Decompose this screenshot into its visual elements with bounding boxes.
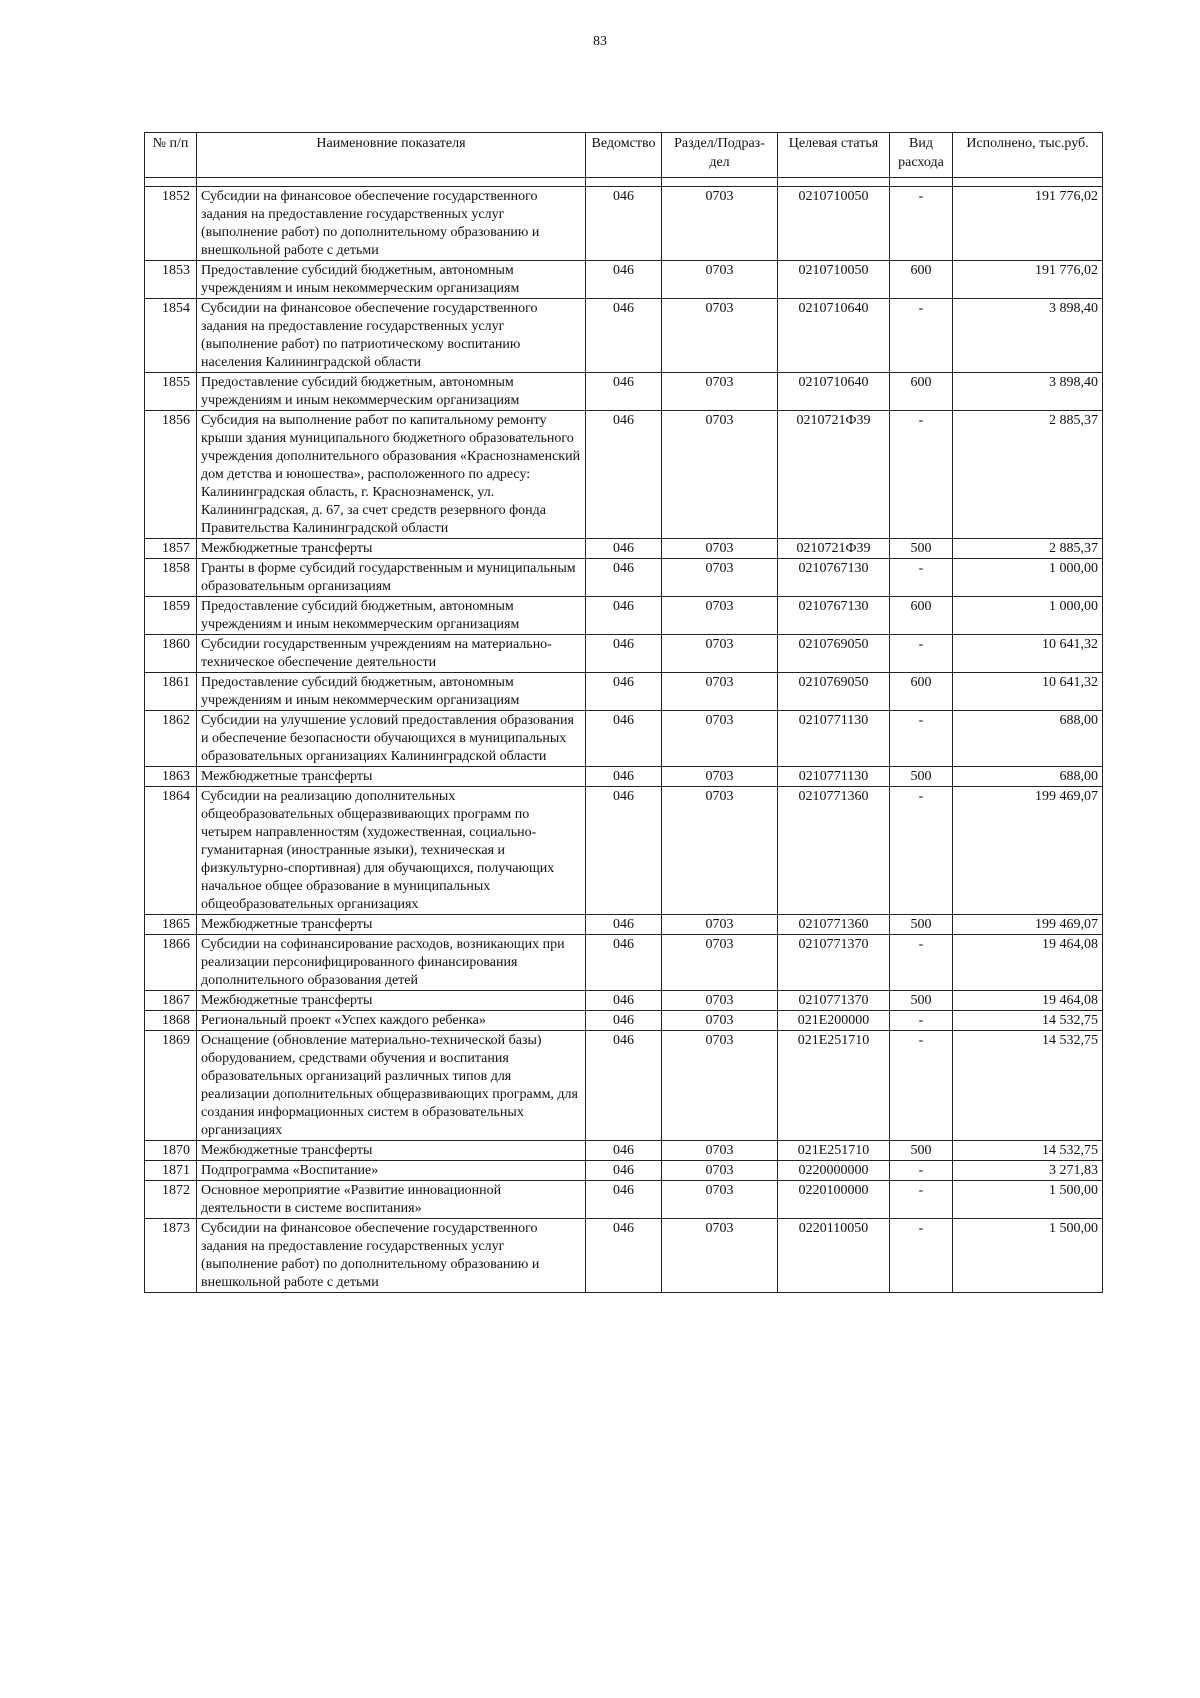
row-section: 0703 [662, 1219, 778, 1293]
row-number: 1855 [145, 373, 197, 411]
row-executed: 2 885,37 [953, 539, 1103, 559]
table-row [145, 787, 1103, 915]
row-section: 0703 [662, 1011, 778, 1031]
row-name: Предоставление субсидий бюджетным, автономным учреждениям и иным некоммерческим организациям [197, 597, 586, 635]
row-number: 1873 [145, 1219, 197, 1293]
row-executed: 191 776,02 [953, 187, 1103, 261]
row-target: 021Е200000 [778, 1011, 890, 1031]
row-expense-type: - [890, 559, 953, 597]
table-body [145, 187, 1103, 1293]
row-expense-type: - [890, 411, 953, 539]
table-row [145, 711, 1103, 767]
row-section: 0703 [662, 991, 778, 1011]
row-number: 1869 [145, 1031, 197, 1141]
row-target: 0210771360 [778, 787, 890, 915]
row-name: Межбюджетные трансферты [197, 1141, 586, 1161]
row-name: Субсидии на финансовое обеспечение государственного задания на предоставление государственных услуг (выполнение работ) по дополнительному образованию и внешкольной работе с детьми [197, 1219, 586, 1293]
row-executed: 688,00 [953, 767, 1103, 787]
row-target: 0210769050 [778, 673, 890, 711]
row-executed: 3 898,40 [953, 299, 1103, 373]
row-name: Межбюджетные трансферты [197, 539, 586, 559]
row-name: Субсидии на финансовое обеспечение государственного задания на предоставление государственных услуг (выполнение работ) по дополнительному образованию и внешкольной работе с детьми [197, 187, 586, 261]
table-header-row [145, 133, 1103, 178]
row-section: 0703 [662, 411, 778, 539]
table-row [145, 991, 1103, 1011]
row-executed: 14 532,75 [953, 1031, 1103, 1141]
row-name: Межбюджетные трансферты [197, 915, 586, 935]
row-number: 1857 [145, 539, 197, 559]
row-number: 1872 [145, 1181, 197, 1219]
table-row [145, 767, 1103, 787]
row-name: Субсидии на реализацию дополнительных общеобразовательных общеразвивающих программ по четырем направленностям (художественная, социально-гуманитарная (иностранные языки), техническая и физкультурно-спортивная) для обучающихся, получающих начальное общее образование в муниципальных общеобразовательных организациях [197, 787, 586, 915]
header-target: Целевая статья [778, 133, 890, 178]
table-row [145, 411, 1103, 539]
row-target: 021Е251710 [778, 1031, 890, 1141]
row-target: 0220110050 [778, 1219, 890, 1293]
row-expense-type: - [890, 787, 953, 915]
row-number: 1858 [145, 559, 197, 597]
row-expense-type: 600 [890, 597, 953, 635]
row-dept: 046 [586, 261, 662, 299]
row-dept: 046 [586, 187, 662, 261]
row-expense-type: - [890, 1031, 953, 1141]
row-target: 0210721Ф39 [778, 411, 890, 539]
row-section: 0703 [662, 787, 778, 915]
header-num: № п/п [145, 133, 197, 178]
row-section: 0703 [662, 373, 778, 411]
row-number: 1861 [145, 673, 197, 711]
row-number: 1856 [145, 411, 197, 539]
row-target: 0210767130 [778, 597, 890, 635]
table-row [145, 1031, 1103, 1141]
row-executed: 199 469,07 [953, 915, 1103, 935]
row-target: 0210767130 [778, 559, 890, 597]
row-executed: 1 000,00 [953, 559, 1103, 597]
row-expense-type: - [890, 711, 953, 767]
row-dept: 046 [586, 991, 662, 1011]
row-target: 0210771370 [778, 935, 890, 991]
row-name: Межбюджетные трансферты [197, 991, 586, 1011]
row-target: 0210771360 [778, 915, 890, 935]
row-section: 0703 [662, 767, 778, 787]
row-target: 0210710640 [778, 373, 890, 411]
row-dept: 046 [586, 373, 662, 411]
row-expense-type: 600 [890, 261, 953, 299]
row-section: 0703 [662, 935, 778, 991]
row-executed: 1 500,00 [953, 1181, 1103, 1219]
table-row [145, 1181, 1103, 1219]
row-number: 1853 [145, 261, 197, 299]
row-number: 1867 [145, 991, 197, 1011]
row-dept: 046 [586, 1031, 662, 1141]
row-executed: 199 469,07 [953, 787, 1103, 915]
row-section: 0703 [662, 597, 778, 635]
row-executed: 19 464,08 [953, 935, 1103, 991]
row-dept: 046 [586, 711, 662, 767]
row-dept: 046 [586, 411, 662, 539]
row-number: 1864 [145, 787, 197, 915]
row-name: Субсидия на выполнение работ по капитальному ремонту крыши здания муниципального бюджетного образовательного учреждения дополнительного образования «Краснознаменский дом детства и юношества», расположенного по адресу: Калининградская область, г. Краснознаменск, ул. Калининградская, д. 67, за счет средств резервного фонда Правительства Калининградской области [197, 411, 586, 539]
row-section: 0703 [662, 635, 778, 673]
row-section: 0703 [662, 915, 778, 935]
row-section: 0703 [662, 673, 778, 711]
row-number: 1862 [145, 711, 197, 767]
row-section: 0703 [662, 1161, 778, 1181]
row-name: Региональный проект «Успех каждого ребенка» [197, 1011, 586, 1031]
row-section: 0703 [662, 559, 778, 597]
row-dept: 046 [586, 1181, 662, 1219]
row-name: Субсидии на финансовое обеспечение государственного задания на предоставление государственных услуг (выполнение работ) по патриотическому воспитанию населения Калининградской области [197, 299, 586, 373]
header-section: Раздел/Подраз-дел [662, 133, 778, 178]
header-spacer-row [145, 178, 1103, 187]
row-section: 0703 [662, 1141, 778, 1161]
row-target: 0210771130 [778, 711, 890, 767]
row-number: 1865 [145, 915, 197, 935]
row-name: Гранты в форме субсидий государственным и муниципальным образовательным организациям [197, 559, 586, 597]
row-number: 1863 [145, 767, 197, 787]
row-target: 0210710640 [778, 299, 890, 373]
row-name: Предоставление субсидий бюджетным, автономным учреждениям и иным некоммерческим организациям [197, 373, 586, 411]
row-expense-type: 500 [890, 539, 953, 559]
row-dept: 046 [586, 1161, 662, 1181]
row-executed: 3 271,83 [953, 1161, 1103, 1181]
row-name: Подпрограмма «Воспитание» [197, 1161, 586, 1181]
row-executed: 2 885,37 [953, 411, 1103, 539]
row-number: 1871 [145, 1161, 197, 1181]
row-expense-type: 600 [890, 373, 953, 411]
row-dept: 046 [586, 299, 662, 373]
row-name: Предоставление субсидий бюджетным, автономным учреждениям и иным некоммерческим организациям [197, 673, 586, 711]
row-executed: 14 532,75 [953, 1011, 1103, 1031]
row-executed: 19 464,08 [953, 991, 1103, 1011]
page-number: 83 [593, 34, 607, 49]
row-target: 0210721Ф39 [778, 539, 890, 559]
row-name: Основное мероприятие «Развитие инновационной деятельности в системе воспитания» [197, 1181, 586, 1219]
row-number: 1859 [145, 597, 197, 635]
row-dept: 046 [586, 1141, 662, 1161]
row-expense-type: - [890, 635, 953, 673]
row-target: 0210771130 [778, 767, 890, 787]
row-section: 0703 [662, 1181, 778, 1219]
row-dept: 046 [586, 635, 662, 673]
header-name: Наименовние показателя [197, 133, 586, 178]
row-executed: 1 500,00 [953, 1219, 1103, 1293]
table-row [145, 1219, 1103, 1293]
row-executed: 1 000,00 [953, 597, 1103, 635]
row-expense-type: 600 [890, 673, 953, 711]
row-executed: 10 641,32 [953, 673, 1103, 711]
row-expense-type: - [890, 935, 953, 991]
row-name: Оснащение (обновление материально-технической базы) оборудованием, средствами обучения и воспитания образовательных организаций различных типов для реализации дополнительных общеразвивающих программ, для создания информационных систем в образовательных организациях [197, 1031, 586, 1141]
table-row [145, 1161, 1103, 1181]
row-dept: 046 [586, 1011, 662, 1031]
row-name: Предоставление субсидий бюджетным, автономным учреждениям и иным некоммерческим организациям [197, 261, 586, 299]
header-dept: Ведомство [586, 133, 662, 178]
row-expense-type: - [890, 1181, 953, 1219]
row-dept: 046 [586, 1219, 662, 1293]
row-dept: 046 [586, 787, 662, 915]
row-dept: 046 [586, 935, 662, 991]
row-name: Субсидии государственным учреждениям на материально-техническое обеспечение деятельности [197, 635, 586, 673]
row-target: 0210710050 [778, 187, 890, 261]
row-dept: 046 [586, 559, 662, 597]
table-row [145, 299, 1103, 373]
row-executed: 3 898,40 [953, 373, 1103, 411]
row-executed: 191 776,02 [953, 261, 1103, 299]
table-row [145, 915, 1103, 935]
header-expense-type: Вид расхода [890, 133, 953, 178]
row-expense-type: - [890, 1161, 953, 1181]
row-name: Субсидии на софинансирование расходов, возникающих при реализации персонифицированного финансирования дополнительного образования детей [197, 935, 586, 991]
header-executed: Исполнено, тыс.руб. [953, 133, 1103, 178]
row-section: 0703 [662, 187, 778, 261]
row-target: 0220000000 [778, 1161, 890, 1181]
row-number: 1868 [145, 1011, 197, 1031]
table-row [145, 373, 1103, 411]
row-number: 1852 [145, 187, 197, 261]
row-dept: 046 [586, 767, 662, 787]
row-section: 0703 [662, 711, 778, 767]
table-row [145, 1141, 1103, 1161]
table-row [145, 935, 1103, 991]
row-target: 0210769050 [778, 635, 890, 673]
row-target: 0210710050 [778, 261, 890, 299]
table-row [145, 673, 1103, 711]
row-expense-type: - [890, 299, 953, 373]
budget-execution-table [144, 132, 1103, 1293]
row-target: 0210771370 [778, 991, 890, 1011]
row-expense-type: - [890, 187, 953, 261]
row-expense-type: - [890, 1011, 953, 1031]
row-name: Субсидии на улучшение условий предоставления образования и обеспечение безопасности обучающихся в муниципальных образовательных организациях Калининградской области [197, 711, 586, 767]
row-number: 1866 [145, 935, 197, 991]
table-row [145, 539, 1103, 559]
row-dept: 046 [586, 539, 662, 559]
row-expense-type: 500 [890, 767, 953, 787]
row-section: 0703 [662, 261, 778, 299]
row-executed: 688,00 [953, 711, 1103, 767]
table-row [145, 597, 1103, 635]
table-row [145, 261, 1103, 299]
row-section: 0703 [662, 299, 778, 373]
row-dept: 046 [586, 597, 662, 635]
row-number: 1870 [145, 1141, 197, 1161]
row-target: 021Е251710 [778, 1141, 890, 1161]
row-name: Межбюджетные трансферты [197, 767, 586, 787]
row-executed: 10 641,32 [953, 635, 1103, 673]
row-expense-type: 500 [890, 991, 953, 1011]
row-executed: 14 532,75 [953, 1141, 1103, 1161]
row-expense-type: - [890, 1219, 953, 1293]
table-row [145, 635, 1103, 673]
row-expense-type: 500 [890, 915, 953, 935]
row-section: 0703 [662, 1031, 778, 1141]
row-expense-type: 500 [890, 1141, 953, 1161]
row-target: 0220100000 [778, 1181, 890, 1219]
row-number: 1860 [145, 635, 197, 673]
row-section: 0703 [662, 539, 778, 559]
table-row [145, 1011, 1103, 1031]
row-dept: 046 [586, 915, 662, 935]
table-row [145, 559, 1103, 597]
row-dept: 046 [586, 673, 662, 711]
table-row [145, 187, 1103, 261]
row-number: 1854 [145, 299, 197, 373]
